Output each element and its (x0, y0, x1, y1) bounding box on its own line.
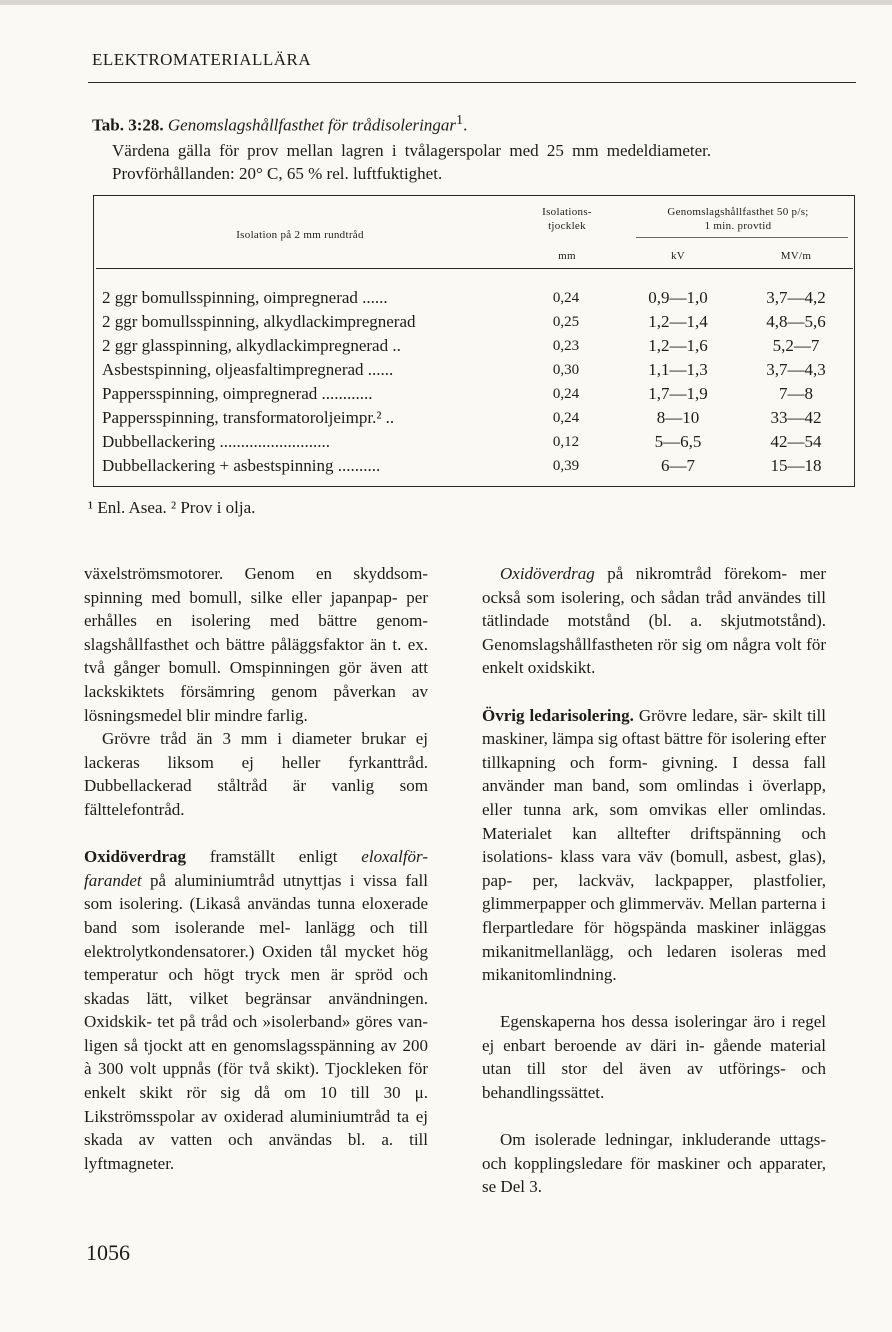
table-footnotes: ¹ Enl. Asea. ² Prov i olja. (88, 498, 256, 517)
table-note-2: Provförhållanden: 20° C, 65 % rel. luftfuktighet. (112, 164, 443, 183)
italic-term: eloxalför- farandet (84, 847, 428, 890)
header-thickness-line2: tjocklek (548, 220, 586, 232)
row-thickness: 0,12 (552, 434, 580, 450)
row-kv: 8—10 (656, 408, 700, 427)
table-row (0, 336, 892, 360)
text-run: på aluminiumtråd utnyttjas i vissa fall som isolering. (Likaså användas tunna eloxerade band som isolerande mel- lanlägg och till elektrolytkondensatorer.) Oxiden tål mycket hög temperatur och högt tryck men är spröd och skadas lätt, vilket begränsar användningen. Oxidskik- tet på tråd och »isolerband» göres van- ligen så tjockt att en genomslagsspänning av 200 à 300 volt uppnås (för två skikt). Tjockleken för enkelt skikt rör sig då om 10 till 30 μ. Likströmsspolar av oxiderad aluminiumtråd ta ej skada av vatten och användas bl. a. till lyftmagneter. (84, 870, 428, 1173)
row-label: Pappersspinning, transformatoroljeimpr.² .. (102, 408, 395, 427)
header-strength-line1: Genomslagshållfasthet 50 p/s; (667, 206, 809, 218)
row-mvm: 3,7—4,3 (766, 360, 826, 379)
row-thickness: 0,30 (552, 362, 580, 378)
row-thickness: 0,39 (552, 458, 580, 474)
table-row (0, 408, 892, 432)
row-kv: 1,2—1,6 (648, 336, 708, 355)
italic-term: Oxidöverdrag (500, 564, 595, 583)
strength-header-rule (636, 237, 848, 238)
page-number: 1056 (86, 1240, 130, 1265)
table-row (0, 360, 892, 384)
row-thickness: 0,25 (552, 314, 580, 330)
header-thickness-line1: Isolations- (542, 206, 592, 218)
header-thickness (522, 205, 612, 233)
row-mvm: 3,7—4,2 (766, 288, 826, 307)
row-kv: 0,9—1,0 (648, 288, 708, 307)
unit-mm: mm (558, 250, 576, 262)
table-title: Genomslagshållfasthet för trådisoleringar (167, 115, 456, 135)
header-isolation: Isolation på 2 mm rundtråd (236, 229, 364, 241)
row-thickness: 0,24 (552, 410, 580, 426)
header-rule (88, 82, 856, 83)
row-kv: 5—6,5 (654, 432, 702, 451)
right-text-column (482, 562, 826, 1199)
paragraph: Egenskaperna hos dessa isoleringar äro i regel ej enbart beroende av däri in- gående material utan till stor del även av utförings- och behandlingssättet. (482, 1012, 826, 1103)
paragraph-gap (482, 1105, 826, 1129)
paragraph (482, 704, 826, 987)
table-row (0, 432, 892, 456)
row-label: 2 ggr bomullsspinning, oimpregnerad ...... (102, 288, 388, 307)
unit-kv: kV (670, 250, 686, 262)
header-strength (620, 205, 856, 233)
page-edge (0, 0, 892, 5)
row-label: 2 ggr glasspinning, alkydlackimpregnerad .. (102, 336, 401, 355)
row-label: Asbestspinning, oljeasfaltimpregnerad ...... (102, 360, 394, 379)
row-mvm: 5,2—7 (772, 336, 820, 355)
section-heading: Oxidöverdrag (84, 847, 186, 867)
paragraph-gap (84, 822, 428, 846)
row-mvm: 42—54 (770, 432, 822, 451)
row-kv: 6—7 (661, 456, 695, 475)
table-row (0, 288, 892, 312)
table-header-rule (96, 268, 853, 269)
table-row (0, 312, 892, 336)
row-kv: 1,7—1,9 (648, 384, 708, 403)
table-number: Tab. 3:28. (92, 115, 164, 135)
row-mvm: 4,8—5,6 (766, 312, 826, 331)
paragraph-gap (482, 987, 826, 1011)
table-caption (92, 112, 467, 136)
row-mvm: 7—8 (779, 384, 813, 403)
table-title-footnote-mark: 1 (455, 112, 464, 128)
row-label: Dubbellackering + asbestspinning .......... (102, 456, 381, 475)
row-kv: 1,1—1,3 (648, 360, 708, 379)
running-header: ELEKTROMATERIALLÄRA (92, 50, 312, 69)
row-label: Pappersspinning, oimpregnerad ............ (102, 384, 373, 403)
paragraph (482, 562, 826, 680)
row-thickness: 0,23 (552, 338, 580, 354)
row-label: 2 ggr bomullsspinning, alkydlackimpregnerad (102, 312, 416, 331)
paragraph: Grövre tråd än 3 mm i diameter brukar ej lackeras liksom ej heller fyrkanttråd. Dubbellackerad ståltråd är vanlig som fälttelefontråd. (84, 729, 428, 819)
section-heading: Övrig ledarisolering. (482, 705, 634, 725)
paragraph (84, 845, 428, 1175)
row-mvm: 33—42 (770, 408, 822, 427)
table-row (0, 456, 892, 480)
unit-mvm: MV/m (780, 250, 812, 262)
left-text-column (84, 562, 428, 1175)
row-label: Dubbellackering .......................... (102, 432, 331, 451)
header-strength-line2: 1 min. provtid (704, 220, 772, 232)
text-run: Grövre ledare, sär- skilt till maskiner, lämpa sig oftast bättre för isolering efter tillkapning och form- givning. I dessa fall använder man band, som omlindas i överlapp, eller tunna ark, som omvikas eller omlindas. Materialet kan alltefter driftspänning och isolations- klass vara väv (bomull, asbest, glas), pap- per, lackväv, lackpapper, plastfolier, glimmerpapper och glimmerväv. Mellan parterna i flerpartledare för högspända maskiner inläggas mikanitmellanlägg, och ledaren isoleras med mikanitomlindning. (482, 705, 826, 985)
paragraph: växelströmsmotorer. Genom en skyddsom- spinning med bomull, silke eller japanpap- per erhålles en isolering med bättre genom- slagshållfasthet och bättre påläggsfaktor än t. ex. två gånger bomull. Omspinningen gör även att lackskiktets försämring genom påverkan av lösningsmedel blir mindre farlig. (84, 564, 428, 725)
row-thickness: 0,24 (552, 386, 580, 402)
paragraph-gap (482, 680, 826, 704)
paragraph: Om isolerade ledningar, inkluderande uttags- och kopplingsledare för maskiner och apparater, se Del 3. (482, 1130, 826, 1197)
table-note-1: Värdena gälla för prov mellan lagren i tvålagerspolar med 25 mm medeldiameter. (112, 141, 712, 160)
table-title-end: . (463, 115, 468, 135)
text-run: framställt enligt (186, 847, 362, 867)
row-thickness: 0,24 (552, 290, 580, 306)
table-row (0, 384, 892, 408)
text-run: på nikromtråd förekom- mer också som isolering, och sådan tråd användes till tätlindade motstånd (bl. a. skjutmotstånd). Genomslagshållfastheten rör sig om några volt för enkelt oxidskikt. (482, 564, 826, 678)
row-kv: 1,2—1,4 (648, 312, 708, 331)
row-mvm: 15—18 (770, 456, 822, 475)
